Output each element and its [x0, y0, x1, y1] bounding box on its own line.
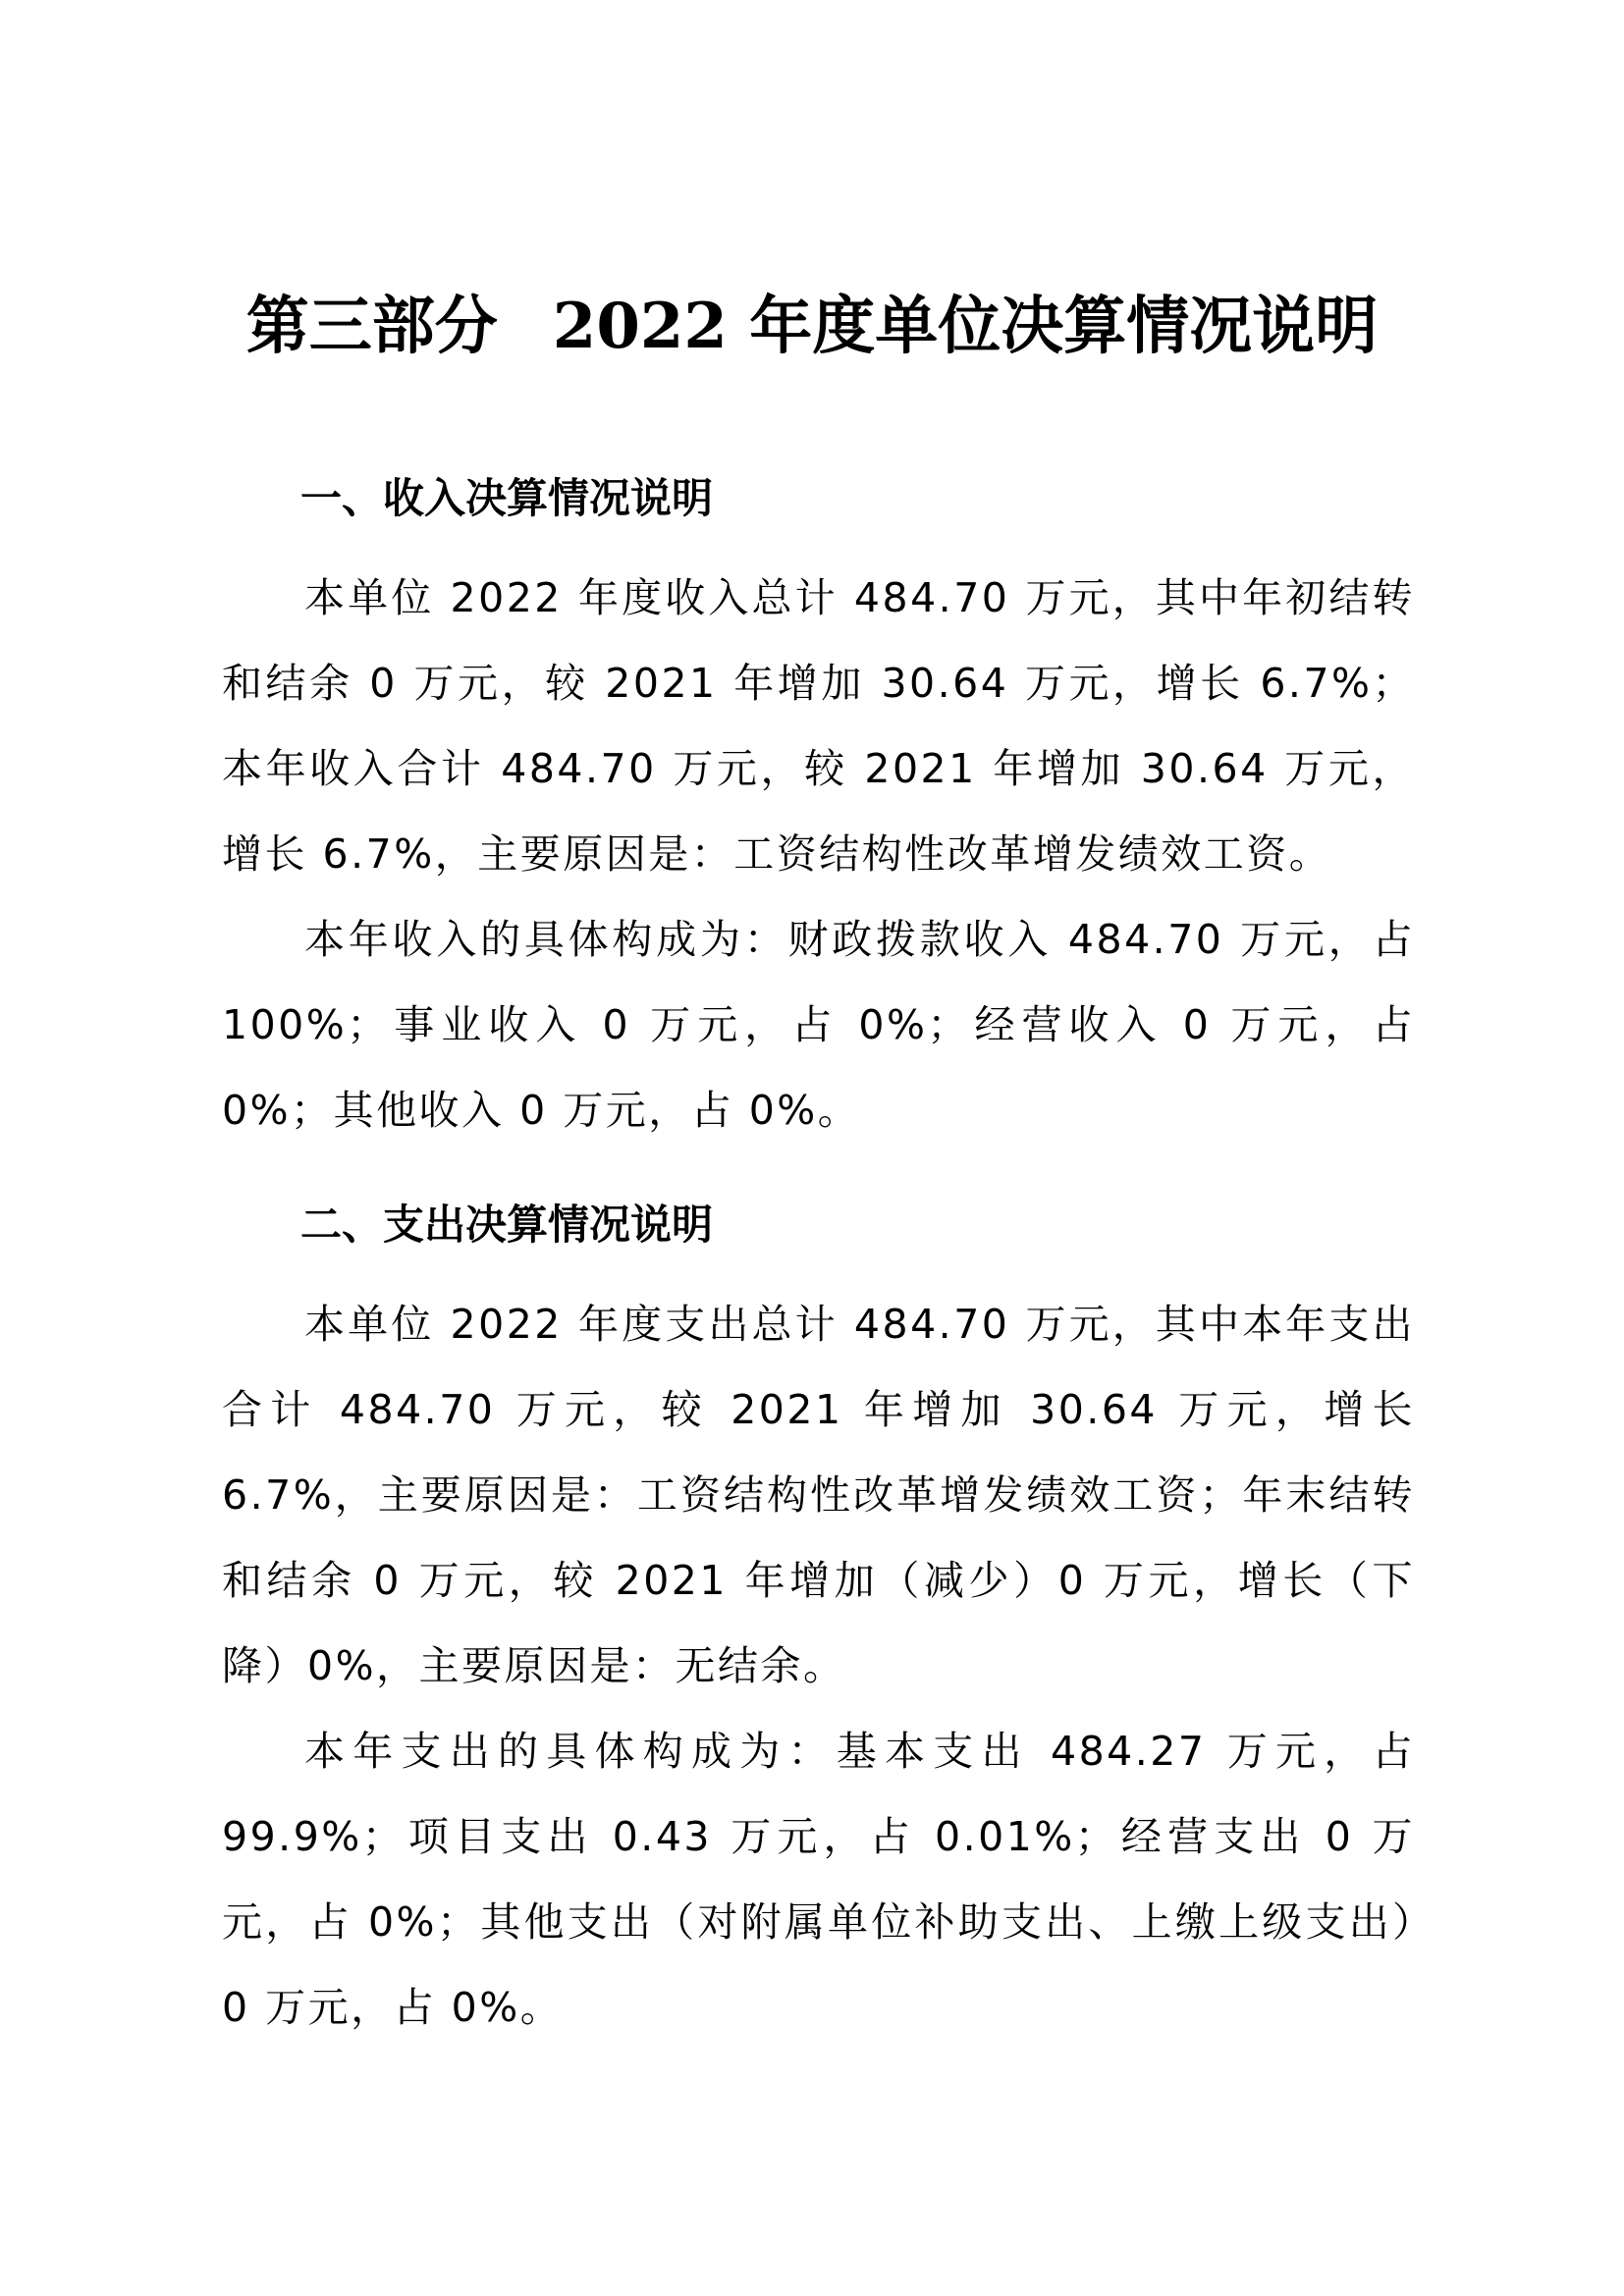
expenditure-composition-paragraph: 本年支出的具体构成为：基本支出 484.27 万元，占 99.9%；项目支出 0.43 万元，占 0.01%；经营支出 0 万元，占 0%；其他支出（对附属单位补助支出、上缴上级支出）0 万元，占 0%。 [222, 1728, 1415, 2031]
page-title [0, 283, 1624, 371]
income-section [222, 469, 1415, 1153]
income-composition-paragraph: 本年收入的具体构成为：财政拨款收入 484.70 万元，占 100%；事业收入 0 万元，占 0%；经营收入 0 万元，占 0%；其他收入 0 万元，占 0%。 [222, 916, 1415, 1134]
income-heading: 一、收入决算情况说明 [300, 474, 714, 522]
income-summary-paragraph: 本单位 2022 年度收入总计 484.70 万元，其中年初结转和结余 0 万元，较 2021 年增加 30.64 万元，增长 6.7%；本年收入合计 484.70 万元，较 2021 年增加 30.64 万元，增长 6.7%，主要原因是：工资结构性改革增发绩效工资。 [222, 574, 1415, 878]
expenditure-summary-paragraph: 本单位 2022 年度支出总计 484.70 万元，其中本年支出合计 484.70 万元，较 2021 年增加 30.64 万元，增长 6.7%，主要原因是：工资结构性改革增发绩效工资；年末结转和结余 0 万元，较 2021 年增加（减少）0 万元，增长（下降）0%，主要原因是：无结余。 [222, 1301, 1415, 1689]
title-text: 2022 年度单位决算情况说明 [552, 290, 1379, 363]
expenditure-section [222, 1196, 1415, 2051]
title-part: 第三部分 [245, 290, 498, 363]
expenditure-heading: 二、支出决算情况说明 [300, 1201, 714, 1249]
